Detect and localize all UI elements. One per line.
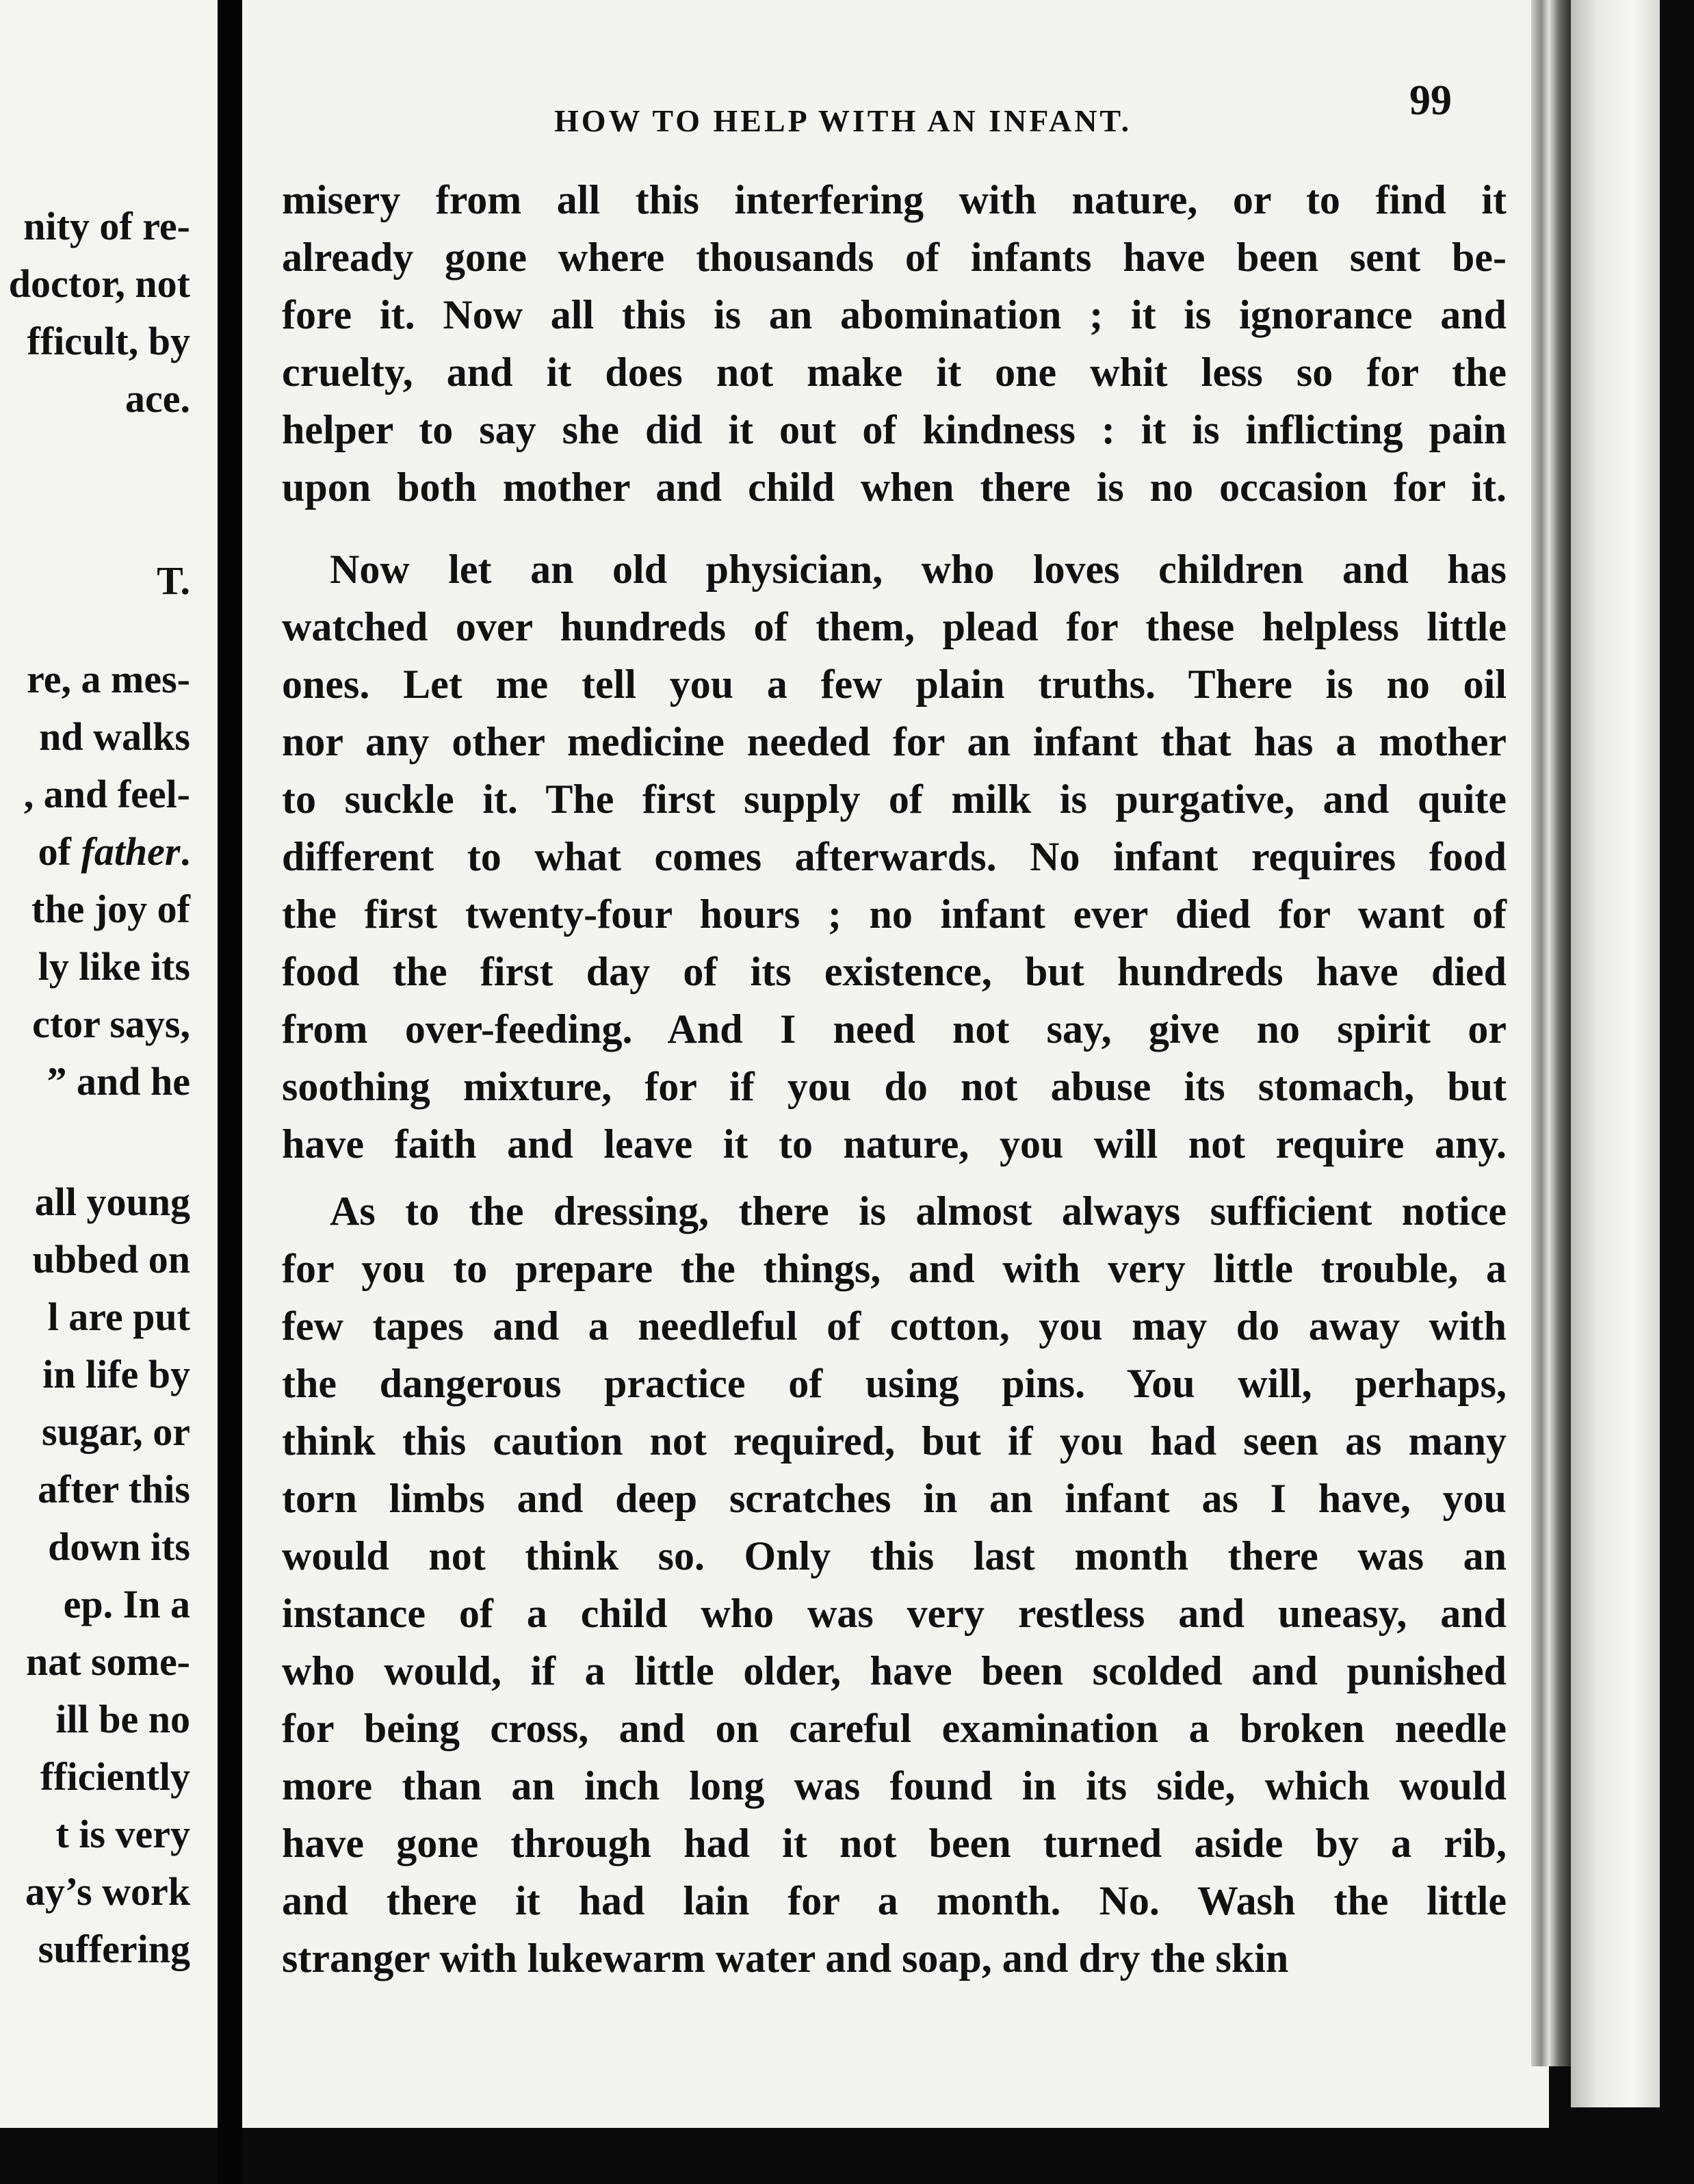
running-head: HOW TO HELP WITH AN INFANT. bbox=[554, 103, 1132, 138]
text-line: cruelty, and it does not make it one whit less so for the bbox=[282, 350, 1507, 395]
text-line: different to what comes afterwards. No infant requires food bbox=[282, 834, 1507, 879]
text-line: misery from all this interfering with nature, or to find it bbox=[282, 177, 1507, 222]
text-line: and there it had lain for a month. No. Wash the little bbox=[282, 1878, 1507, 1923]
left-line: ep. In a bbox=[63, 1582, 190, 1626]
text-line: helper to say she did it out of kindness : it is inflicting pain bbox=[282, 407, 1507, 452]
left-line: , and feel- bbox=[23, 772, 190, 816]
text-line: nor any other medicine needed for an infant that has a mother bbox=[282, 719, 1507, 764]
page-edge-stack bbox=[1571, 0, 1660, 2107]
text-line: for being cross, and on careful examination a broken needle bbox=[282, 1706, 1507, 1751]
text-line: the first twenty-four hours ; no infant ever died for want of bbox=[282, 892, 1507, 937]
text-line: to suckle it. The first supply of milk is purgative, and quite bbox=[282, 777, 1507, 822]
left-line: down its bbox=[48, 1524, 190, 1569]
page-edge bbox=[1531, 0, 1571, 2066]
left-line: nat some- bbox=[25, 1639, 190, 1684]
text-line: think this caution not required, but if you had seen as many bbox=[282, 1418, 1507, 1464]
background-bottom bbox=[242, 2128, 1679, 2184]
text-line: from over-feeding. And I need not say, give no spirit or bbox=[282, 1006, 1507, 1052]
left-line: ” and he bbox=[47, 1059, 190, 1104]
text-line: food the first day of its existence, but hundreds have died bbox=[282, 949, 1507, 994]
text-line: torn limbs and deep scratches in an infant as I have, you bbox=[282, 1476, 1507, 1521]
page-number: 99 bbox=[1409, 77, 1452, 124]
text-line: As to the dressing, there is almost always sufficient notice bbox=[330, 1188, 1507, 1234]
left-line: re, a mes- bbox=[27, 657, 190, 701]
background-edge bbox=[1660, 0, 1694, 2184]
text-line: fore it. Now all this is an abomination ; it is ignorance and bbox=[282, 292, 1507, 337]
left-line: ay’s work bbox=[25, 1869, 190, 1914]
text-line: ones. Let me tell you a few plain truths. There is no oil bbox=[282, 662, 1507, 707]
left-line: T. bbox=[157, 558, 190, 603]
text-line: more than an inch long was found in its side, which would bbox=[282, 1763, 1507, 1808]
left-line: t is very bbox=[55, 1812, 190, 1856]
text-line: who would, if a little older, have been scolded and punished bbox=[282, 1648, 1507, 1693]
text-line: have faith and leave it to nature, you will not require any. bbox=[282, 1121, 1507, 1167]
left-line: ctor says, bbox=[32, 1002, 190, 1046]
left-line: sugar, or bbox=[42, 1409, 190, 1454]
left-line: doctor, not bbox=[8, 261, 190, 306]
text-line: would not think so. Only this last month there was an bbox=[282, 1533, 1507, 1578]
text-line: Now let an old physician, who loves children and has bbox=[330, 547, 1507, 592]
left-line: suffering bbox=[38, 1927, 190, 1971]
text-line: instance of a child who was very restless and uneasy, and bbox=[282, 1591, 1507, 1636]
text-line: upon both mother and child when there is no occasion for it. bbox=[282, 465, 1507, 510]
left-line: ace. bbox=[125, 376, 190, 421]
italic-word: father bbox=[81, 829, 181, 874]
left-line: ly like its bbox=[38, 944, 190, 989]
text-line: few tapes and a needleful of cotton, you may do away with bbox=[282, 1303, 1507, 1349]
text-line: for you to prepare the things, and with very little trouble, a bbox=[282, 1246, 1507, 1291]
text-line: the dangerous practice of using pins. You will, perhaps, bbox=[282, 1361, 1507, 1406]
left-line: after this bbox=[38, 1467, 190, 1511]
text-line: watched over hundreds of them, plead for these helpless little bbox=[282, 604, 1507, 649]
left-line: l are put bbox=[47, 1295, 190, 1339]
text-line: already gone where thousands of infants have been sent be- bbox=[282, 235, 1507, 280]
book-spine bbox=[218, 0, 242, 2184]
text-line: stranger with lukewarm water and soap, and dry the skin bbox=[282, 1936, 1289, 1981]
left-line: fficiently bbox=[40, 1754, 190, 1799]
left-line: the joy of bbox=[31, 887, 190, 931]
left-line: fficult, by bbox=[27, 319, 190, 363]
left-line: ill be no bbox=[55, 1697, 190, 1741]
left-line: all young bbox=[34, 1180, 190, 1224]
text-line: have gone through had it not been turned aside by a rib, bbox=[282, 1821, 1507, 1866]
left-line: ubbed on bbox=[32, 1237, 190, 1282]
left-line: nity of re- bbox=[23, 204, 190, 248]
text-line: soothing mixture, for if you do not abuse its stomach, but bbox=[282, 1064, 1507, 1109]
left-line: in life by bbox=[42, 1352, 190, 1396]
left-page bbox=[0, 0, 220, 2128]
left-line: nd walks bbox=[39, 714, 190, 759]
left-line: of father. bbox=[38, 829, 190, 874]
